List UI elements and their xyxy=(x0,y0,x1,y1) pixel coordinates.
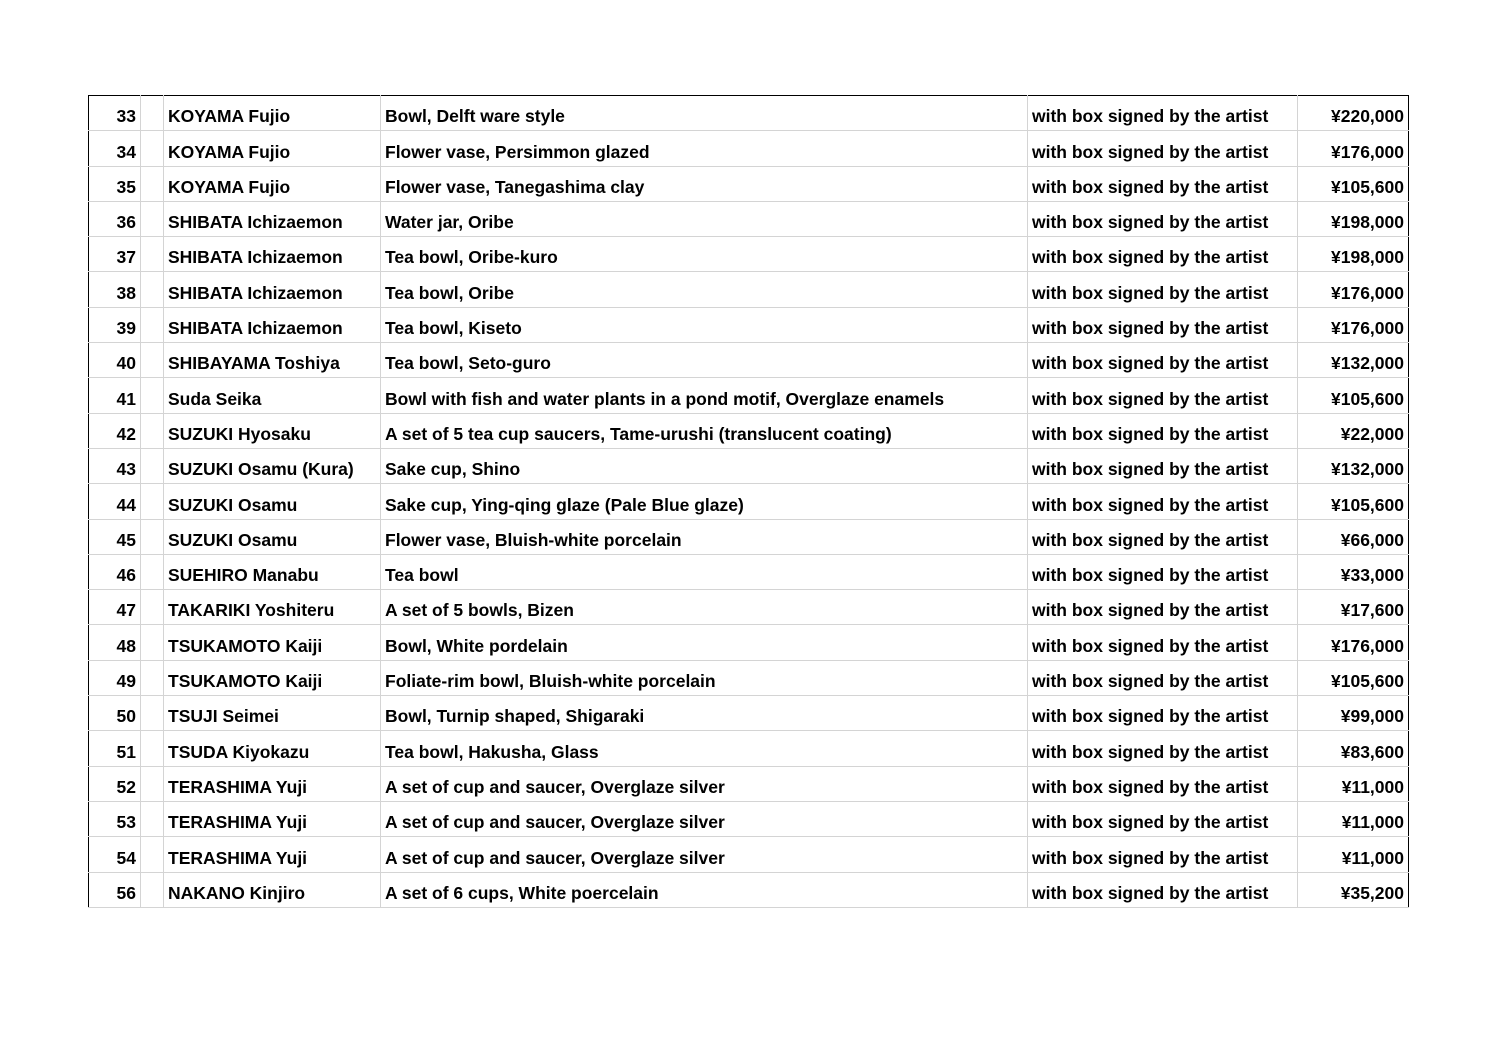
artist-name: TSUKAMOTO Kaiji xyxy=(164,625,381,660)
item-price: ¥198,000 xyxy=(1298,237,1409,272)
item-title: Tea bowl, Seto-guro xyxy=(381,343,1028,378)
lot-number: 45 xyxy=(89,519,141,554)
item-title: Bowl, Turnip shaped, Shigaraki xyxy=(381,696,1028,731)
table-row xyxy=(89,696,1409,731)
item-title: Bowl with fish and water plants in a pond motif, Overglaze enamels xyxy=(381,378,1028,413)
item-note: with box signed by the artist xyxy=(1028,448,1298,483)
table-row xyxy=(89,307,1409,342)
blank-cell xyxy=(141,519,164,554)
item-price: ¥198,000 xyxy=(1298,201,1409,236)
blank-cell xyxy=(141,696,164,731)
item-price: ¥22,000 xyxy=(1298,413,1409,448)
lot-number: 43 xyxy=(89,448,141,483)
blank-cell xyxy=(141,378,164,413)
lot-number: 51 xyxy=(89,731,141,766)
item-price: ¥176,000 xyxy=(1298,625,1409,660)
table-row xyxy=(89,166,1409,201)
price-list-table xyxy=(88,95,1409,908)
item-price: ¥132,000 xyxy=(1298,448,1409,483)
item-title: Tea bowl xyxy=(381,554,1028,589)
table-row xyxy=(89,625,1409,660)
item-title: Tea bowl, Oribe-kuro xyxy=(381,237,1028,272)
item-note: with box signed by the artist xyxy=(1028,343,1298,378)
item-title: A set of cup and saucer, Overglaze silver xyxy=(381,766,1028,801)
item-note: with box signed by the artist xyxy=(1028,413,1298,448)
blank-cell xyxy=(141,801,164,836)
item-note: with box signed by the artist xyxy=(1028,237,1298,272)
item-price: ¥105,600 xyxy=(1298,484,1409,519)
item-price: ¥33,000 xyxy=(1298,554,1409,589)
lot-number: 56 xyxy=(89,872,141,907)
artist-name: KOYAMA Fujio xyxy=(164,131,381,166)
table-row xyxy=(89,872,1409,907)
blank-cell xyxy=(141,731,164,766)
table-row xyxy=(89,519,1409,554)
item-note: with box signed by the artist xyxy=(1028,96,1298,131)
lot-number: 34 xyxy=(89,131,141,166)
artist-name: KOYAMA Fujio xyxy=(164,96,381,131)
lot-number: 37 xyxy=(89,237,141,272)
artist-name: TAKARIKI Yoshiteru xyxy=(164,590,381,625)
artist-name: SHIBATA Ichizaemon xyxy=(164,201,381,236)
blank-cell xyxy=(141,343,164,378)
item-note: with box signed by the artist xyxy=(1028,837,1298,872)
lot-number: 40 xyxy=(89,343,141,378)
item-title: A set of cup and saucer, Overglaze silver xyxy=(381,837,1028,872)
item-price: ¥99,000 xyxy=(1298,696,1409,731)
item-price: ¥176,000 xyxy=(1298,307,1409,342)
item-price: ¥220,000 xyxy=(1298,96,1409,131)
item-note: with box signed by the artist xyxy=(1028,307,1298,342)
lot-number: 44 xyxy=(89,484,141,519)
blank-cell xyxy=(141,837,164,872)
table-row xyxy=(89,731,1409,766)
item-price: ¥11,000 xyxy=(1298,837,1409,872)
artist-name: TERASHIMA Yuji xyxy=(164,837,381,872)
lot-number: 50 xyxy=(89,696,141,731)
item-title: Bowl, Delft ware style xyxy=(381,96,1028,131)
item-note: with box signed by the artist xyxy=(1028,766,1298,801)
blank-cell xyxy=(141,413,164,448)
item-title: A set of 5 tea cup saucers, Tame-urushi (translucent coating) xyxy=(381,413,1028,448)
item-title: Foliate-rim bowl, Bluish-white porcelain xyxy=(381,660,1028,695)
artist-name: TERASHIMA Yuji xyxy=(164,766,381,801)
item-price: ¥105,600 xyxy=(1298,660,1409,695)
table-row xyxy=(89,448,1409,483)
item-title: A set of 6 cups, White poercelain xyxy=(381,872,1028,907)
lot-number: 49 xyxy=(89,660,141,695)
item-title: Tea bowl, Oribe xyxy=(381,272,1028,307)
blank-cell xyxy=(141,660,164,695)
item-title: Sake cup, Ying-qing glaze (Pale Blue glaze) xyxy=(381,484,1028,519)
table-row xyxy=(89,554,1409,589)
item-title: Sake cup, Shino xyxy=(381,448,1028,483)
table-row xyxy=(89,378,1409,413)
blank-cell xyxy=(141,201,164,236)
item-price: ¥176,000 xyxy=(1298,272,1409,307)
item-note: with box signed by the artist xyxy=(1028,731,1298,766)
lot-number: 33 xyxy=(89,96,141,131)
table-row xyxy=(89,590,1409,625)
item-note: with box signed by the artist xyxy=(1028,590,1298,625)
artist-name: NAKANO Kinjiro xyxy=(164,872,381,907)
blank-cell xyxy=(141,590,164,625)
item-note: with box signed by the artist xyxy=(1028,131,1298,166)
blank-cell xyxy=(141,131,164,166)
item-note: with box signed by the artist xyxy=(1028,660,1298,695)
price-list-body xyxy=(89,96,1409,908)
item-price: ¥132,000 xyxy=(1298,343,1409,378)
item-title: Flower vase, Tanegashima clay xyxy=(381,166,1028,201)
table-row xyxy=(89,660,1409,695)
lot-number: 36 xyxy=(89,201,141,236)
table-row xyxy=(89,801,1409,836)
table-row xyxy=(89,837,1409,872)
artist-name: SHIBATA Ichizaemon xyxy=(164,272,381,307)
lot-number: 41 xyxy=(89,378,141,413)
lot-number: 38 xyxy=(89,272,141,307)
blank-cell xyxy=(141,625,164,660)
blank-cell xyxy=(141,307,164,342)
item-title: Tea bowl, Kiseto xyxy=(381,307,1028,342)
item-note: with box signed by the artist xyxy=(1028,166,1298,201)
blank-cell xyxy=(141,766,164,801)
artist-name: SUEHIRO Manabu xyxy=(164,554,381,589)
item-title: Water jar, Oribe xyxy=(381,201,1028,236)
item-note: with box signed by the artist xyxy=(1028,484,1298,519)
item-note: with box signed by the artist xyxy=(1028,696,1298,731)
artist-name: SUZUKI Osamu xyxy=(164,484,381,519)
item-price: ¥17,600 xyxy=(1298,590,1409,625)
artist-name: SUZUKI Osamu (Kura) xyxy=(164,448,381,483)
blank-cell xyxy=(141,872,164,907)
artist-name: TSUKAMOTO Kaiji xyxy=(164,660,381,695)
artist-name: SHIBAYAMA Toshiya xyxy=(164,343,381,378)
artist-name: SHIBATA Ichizaemon xyxy=(164,307,381,342)
table-row xyxy=(89,272,1409,307)
table-row xyxy=(89,343,1409,378)
table-row xyxy=(89,131,1409,166)
item-title: A set of cup and saucer, Overglaze silver xyxy=(381,801,1028,836)
lot-number: 42 xyxy=(89,413,141,448)
item-note: with box signed by the artist xyxy=(1028,378,1298,413)
lot-number: 47 xyxy=(89,590,141,625)
table-row xyxy=(89,201,1409,236)
item-price: ¥11,000 xyxy=(1298,766,1409,801)
table-row xyxy=(89,484,1409,519)
lot-number: 39 xyxy=(89,307,141,342)
artist-name: SUZUKI Hyosaku xyxy=(164,413,381,448)
lot-number: 54 xyxy=(89,837,141,872)
lot-number: 53 xyxy=(89,801,141,836)
blank-cell xyxy=(141,237,164,272)
item-price: ¥35,200 xyxy=(1298,872,1409,907)
blank-cell xyxy=(141,484,164,519)
item-price: ¥176,000 xyxy=(1298,131,1409,166)
item-price: ¥83,600 xyxy=(1298,731,1409,766)
item-note: with box signed by the artist xyxy=(1028,519,1298,554)
blank-cell xyxy=(141,272,164,307)
item-price: ¥105,600 xyxy=(1298,166,1409,201)
artist-name: KOYAMA Fujio xyxy=(164,166,381,201)
table-row xyxy=(89,96,1409,131)
item-title: Tea bowl, Hakusha, Glass xyxy=(381,731,1028,766)
item-note: with box signed by the artist xyxy=(1028,554,1298,589)
table-row xyxy=(89,766,1409,801)
item-note: with box signed by the artist xyxy=(1028,625,1298,660)
artist-name: SUZUKI Osamu xyxy=(164,519,381,554)
blank-cell xyxy=(141,448,164,483)
item-price: ¥66,000 xyxy=(1298,519,1409,554)
table-row xyxy=(89,237,1409,272)
artist-name: TSUJI Seimei xyxy=(164,696,381,731)
item-note: with box signed by the artist xyxy=(1028,872,1298,907)
lot-number: 52 xyxy=(89,766,141,801)
artist-name: TERASHIMA Yuji xyxy=(164,801,381,836)
artist-name: Suda Seika xyxy=(164,378,381,413)
lot-number: 46 xyxy=(89,554,141,589)
item-price: ¥11,000 xyxy=(1298,801,1409,836)
artist-name: SHIBATA Ichizaemon xyxy=(164,237,381,272)
item-title: Bowl, White pordelain xyxy=(381,625,1028,660)
artist-name: TSUDA Kiyokazu xyxy=(164,731,381,766)
item-note: with box signed by the artist xyxy=(1028,201,1298,236)
table-row xyxy=(89,413,1409,448)
lot-number: 35 xyxy=(89,166,141,201)
item-note: with box signed by the artist xyxy=(1028,801,1298,836)
item-title: Flower vase, Bluish-white porcelain xyxy=(381,519,1028,554)
blank-cell xyxy=(141,166,164,201)
item-price: ¥105,600 xyxy=(1298,378,1409,413)
item-note: with box signed by the artist xyxy=(1028,272,1298,307)
blank-cell xyxy=(141,96,164,131)
lot-number: 48 xyxy=(89,625,141,660)
item-title: A set of 5 bowls, Bizen xyxy=(381,590,1028,625)
blank-cell xyxy=(141,554,164,589)
item-title: Flower vase, Persimmon glazed xyxy=(381,131,1028,166)
